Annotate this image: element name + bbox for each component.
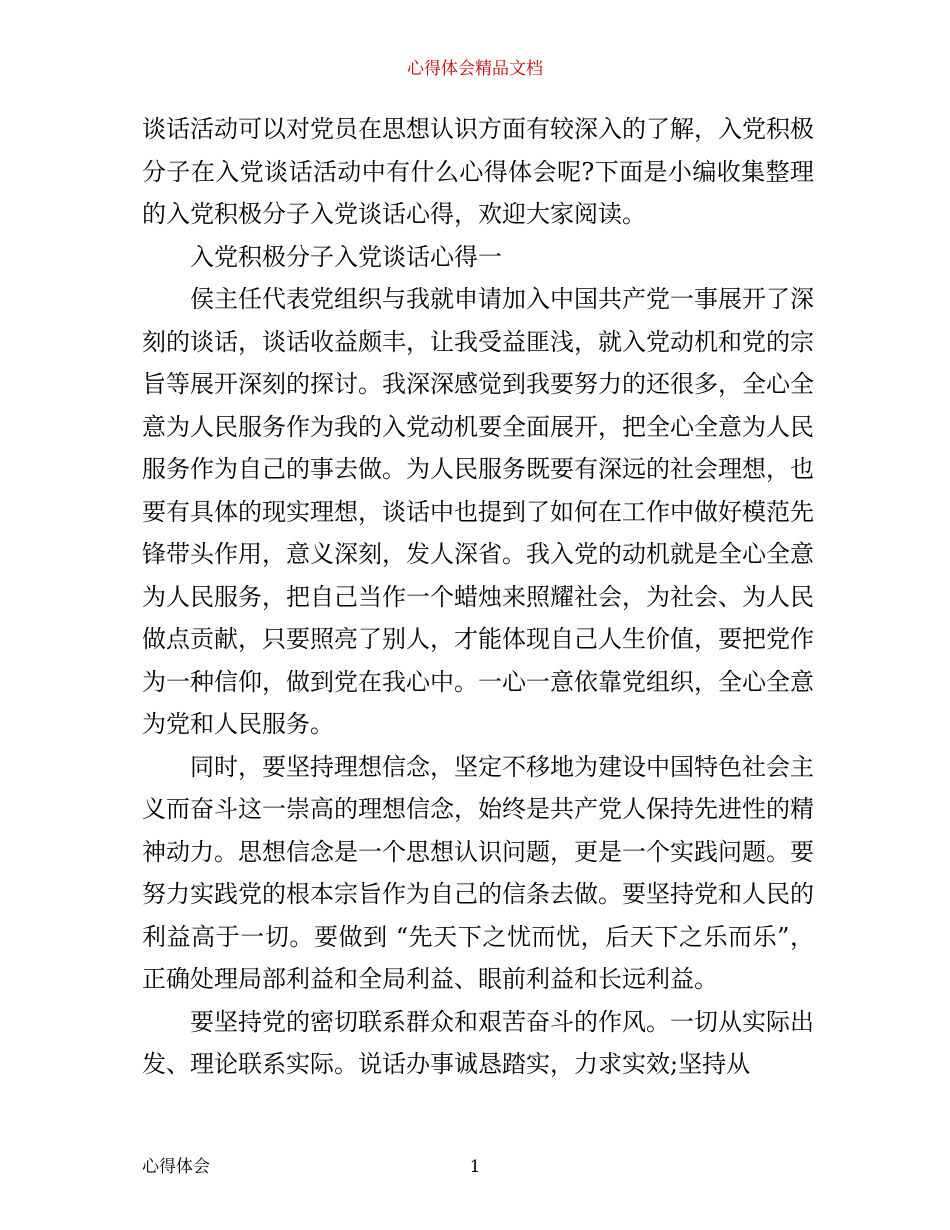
footer-label: 心得体会 (142, 1157, 210, 1177)
section-heading: 入党积极分子入党谈话心得一 (190, 242, 502, 271)
page-header-title: 心得体会精品文档 (407, 59, 543, 79)
body-paragraph: 同时，要坚持理想信念，坚定不移地为建设中国特色社会主义而奋斗这一崇高的理想信念，始终是共产党人保持先进性的精神动力。思想信念是一个思想认识问题，更是一个实践问题。要努力实践党的根本宗旨作为自己的信条去做。要坚持党和人民的利益高于一切。要做到 “先天下之忧而忧，后天下之乐而乐”，正确处理局部利益和全局利益、眼前利益和长远利益。 (142, 752, 814, 993)
body-paragraph: 侯主任代表党组织与我就申请加入中国共产党一事展开了深刻的谈话，谈话收益颇丰，让我受益匪浅，就入党动机和党的宗旨等展开深刻的探讨。我深深感觉到我要努力的还很多，全心全意为人民服务作为我的入党动机要全面展开，把全心全意为人民服务作为自己的事去做。为人民服务既要有深远的社会理想，也要有具体的现实理想，谈话中也提到了如何在工作中做好模范先锋带头作用，意义深刻，发人深省。我入党的动机就是全心全意为人民服务，把自己当作一个蜡烛来照耀社会，为社会、为人民做点贡献，只要照亮了别人，才能体现自己人生价值，要把党作为一种信仰，做到党在我心中。一心一意依靠党组织，全心全意为党和人民服务。 (142, 285, 814, 738)
body-paragraph: 要坚持党的密切联系群众和艰苦奋斗的作风。一切从实际出发、理论联系实际。说话办事诚恳踏实，力求实效;坚持从 (142, 1007, 814, 1078)
document-body (142, 108, 814, 1086)
intro-paragraph: 谈话活动可以对党员在思想认识方面有较深入的了解，入党积极分子在入党谈话活动中有什么心得体会呢?下面是小编收集整理的入党积极分子入党谈话心得，欢迎大家阅读。 (142, 115, 814, 228)
page-number: 1 (469, 1157, 481, 1177)
